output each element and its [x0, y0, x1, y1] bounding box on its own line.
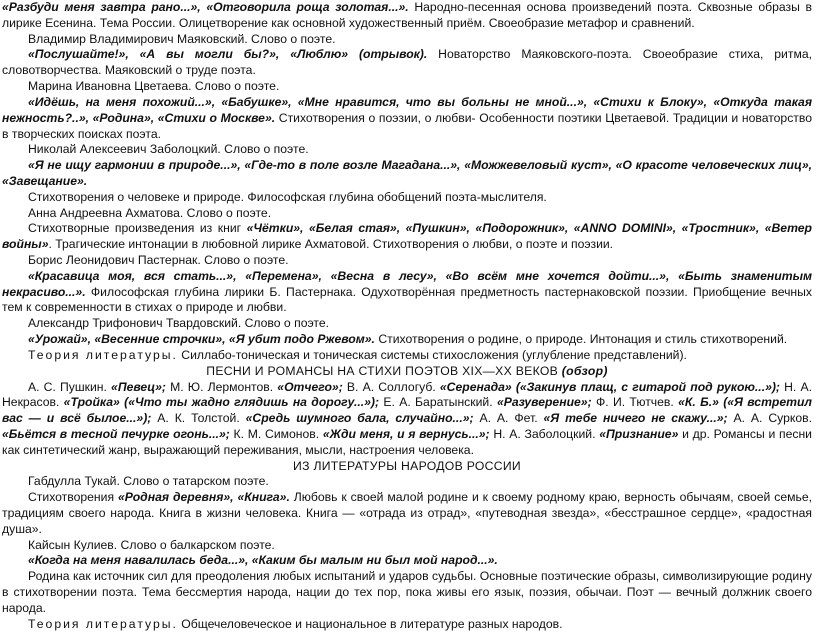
paragraph-kuliev-works	[2, 553, 812, 569]
poet-heading-tsvetaeva: Марина Ивановна Цветаева. Слово о поэте.	[28, 79, 280, 94]
poem-titles: «Когда на меня навалилась беда...», «Каким бы малым ни был мой народ...».	[28, 553, 498, 568]
paragraph-text: Любовь к своей малой родине и к своему родному краю, верность обычаям, своей семье, традициям своего народа. Книга в жизни человека. Книга — «отрада из отрад», «путеводная звезда», «бесстрашное сердце», «радостная душа».	[2, 490, 813, 536]
poem-titles: «Родная деревня», «Книга».	[117, 490, 290, 505]
paragraph-text: Стихотворные произведения из книг	[28, 221, 247, 236]
poet-heading-kuliev: Кайсын Кулиев. Слово о балкарском поэте.	[28, 537, 275, 552]
paragraph-pasternak-works	[2, 269, 812, 316]
poet-heading-akhmatova: Анна Андреевна Ахматова. Слово о поэте.	[28, 205, 272, 220]
song-title: «Тройка» («Что ты жадно глядишь на дорогу...»);	[63, 395, 380, 410]
heading-text: ПЕСНИ И РОМАНСЫ НА СТИХИ ПОЭТОВ XIX—XX ВЕКОВ	[206, 363, 562, 378]
theory-note-versification	[2, 348, 812, 364]
heading-note: (обзор)	[561, 363, 608, 378]
author-name: Ф. И. Тютчев.	[591, 395, 679, 410]
song-title: «Певец»;	[111, 379, 166, 394]
paragraph-kuliev-themes: Родина как источник сил для преодоления любых испытаний и ударов судьбы. Основные поэтические образы, символизирующие родину в стихотворении поэта. Тема бессмертия народа, нации до тех пор, пока живы его язык, поэзия, обычаи. Поэт — вечный должник своего народа.	[2, 569, 812, 615]
poem-titles: «Урожай», «Весенние строчки», «Я убит подо Ржевом».	[28, 332, 375, 347]
section-heading-peoples: ИЗ ЛИТЕРАТУРЫ НАРОДОВ РОССИИ	[293, 458, 521, 473]
author-name: Н. А. Некрасов.	[2, 379, 812, 410]
poet-heading-mayakovsky: Владимир Владимирович Маяковский. Слово о поэте.	[28, 31, 336, 46]
paragraph-text: Силлабо-тоническая и тоническая системы стихосложения (углубление представлений).	[177, 347, 687, 362]
song-title: «Отчего»;	[277, 379, 343, 394]
paragraph-zabolotsky-themes: Стихотворения о человеке и природе. Философская глубина обобщений поэта-мыслителя.	[28, 189, 547, 204]
author-name: К. М. Симонов.	[229, 426, 323, 441]
poet-heading-zabolotsky: Николай Алексеевич Заболоцкий. Слово о поэте.	[28, 142, 309, 157]
author-name: А. А. Фет.	[473, 411, 544, 426]
author-name: В. А. Соллогуб.	[342, 379, 440, 394]
paragraph-yesenin-works	[2, 0, 812, 32]
paragraph-songs-list	[2, 380, 812, 459]
theory-note-national	[2, 617, 812, 633]
song-title: «Разуверение»;	[496, 395, 592, 410]
paragraph-text: . Трагические интонации в любовной лирике Ахматовой. Стихотворения о любви, о поэте и поэзии.	[48, 237, 614, 252]
author-name: Е. А. Баратынский.	[379, 395, 497, 410]
paragraph-text: Стихотворения о поэзии, о любви- Особенности поэтики Цветаевой. Традиции и новаторство в творческих поисках поэта.	[2, 110, 812, 141]
poem-titles: «Послушайте!», «А вы могли бы?», «Люблю» (отрывок).	[28, 47, 428, 62]
paragraph-tvardovsky-works	[2, 332, 812, 348]
author-name: А. С. Пушкин.	[28, 379, 112, 394]
poet-heading-pasternak: Борис Леонидович Пастернак. Слово о поэте.	[28, 253, 289, 267]
section-heading-songs	[2, 364, 812, 380]
paragraph-tsvetaeva-works	[2, 95, 812, 142]
author-name: А. А. Сурков.	[727, 411, 813, 426]
song-title: «Средь шумного бала, случайно...»;	[245, 411, 474, 426]
poet-heading-tvardovsky: Александр Трифонович Твардовский. Слово о поэте.	[28, 316, 330, 331]
song-title: «Бьётся в тесной печурке огонь...»;	[2, 426, 230, 441]
poem-titles: «Я не ищу гармонии в природе...», «Где-то в поле возле Магадана...», «Можжевеловый куст», «О красоте человеческих лиц», «Завещание».	[2, 158, 812, 188]
paragraph-text: Стихотворения о родине, о природе. Интонация и стиль стихотворений.	[374, 332, 788, 347]
paragraph-text: Народно-песенная основа произведений поэта. Сквозные образы в лирике Есенина. Тема России. Олицетворение как основной художественный приём. Своеобразие метафор и сравнений.	[2, 0, 812, 30]
author-name: М. Ю. Лермонтов.	[165, 379, 278, 394]
paragraph-text: и др. Романсы и песни как синтетический жанр, выражающий переживания, мысли, настроения человека.	[2, 426, 812, 457]
poem-titles: «Разбуди меня завтра рано...», «Отговорила роща золотая...».	[2, 0, 409, 14]
song-title: «К. Б.» («Я встретил вас — и всё былое...»);	[2, 395, 812, 426]
paragraph-text: Философская глубина лирики Б. Пастернака. Одухотворённая предметность пастернаковской поэзии. Приобщение вечных тем к современности в стихах о природе и любви.	[2, 284, 812, 315]
poem-titles: «Идёшь, на меня похожий...», «Бабушке», «Мне нравится, что вы больны не мной...», «Стихи к Блоку», «Откуда такая нежность?..», «Родина», «Стихи о Москве».	[2, 94, 812, 125]
theory-label: Теория литературы.	[28, 616, 178, 631]
poet-heading-tukay: Габдулла Тукай. Слово о татарском поэте.	[28, 474, 269, 489]
theory-label: Теория литературы.	[28, 347, 178, 362]
paragraph-text: Общечеловеческое и национальное в литературе разных народов.	[177, 616, 563, 631]
author-name: А. К. Толстой.	[151, 411, 246, 426]
paragraph-mayakovsky-works	[2, 47, 812, 79]
paragraph-zabolotsky-works	[2, 158, 812, 190]
paragraph-text: Новаторство Маяковского-поэта. Своеобразие стиха, ритма, словотворчества. Маяковский о труде поэта.	[2, 47, 812, 78]
song-title: «Серенада» («Закинув плащ, с гитарой под рукою...»);	[439, 379, 780, 394]
song-title: «Жди меня, и я вернусь...»;	[322, 426, 490, 441]
song-title: «Признание»	[599, 426, 679, 441]
book-titles: «Чётки», «Белая стая», «Пушкин», «Подорожник», «ANNO DOMINI», «Тростник», «Ветер войны»	[2, 221, 812, 252]
poem-titles: «Красавица моя, вся стать...», «Перемена», «Весна в лесу», «Во всём мне хочется дойти...», «Быть знаменитым некрасиво...».	[2, 268, 812, 299]
paragraph-akhmatova-works	[2, 221, 812, 253]
paragraph-tukay-works	[2, 490, 812, 537]
author-name: Н. А. Заболоцкий.	[489, 426, 600, 441]
paragraph-text: Стихотворения	[28, 490, 118, 505]
song-title: «Я тебе ничего не скажу...»;	[543, 411, 728, 426]
